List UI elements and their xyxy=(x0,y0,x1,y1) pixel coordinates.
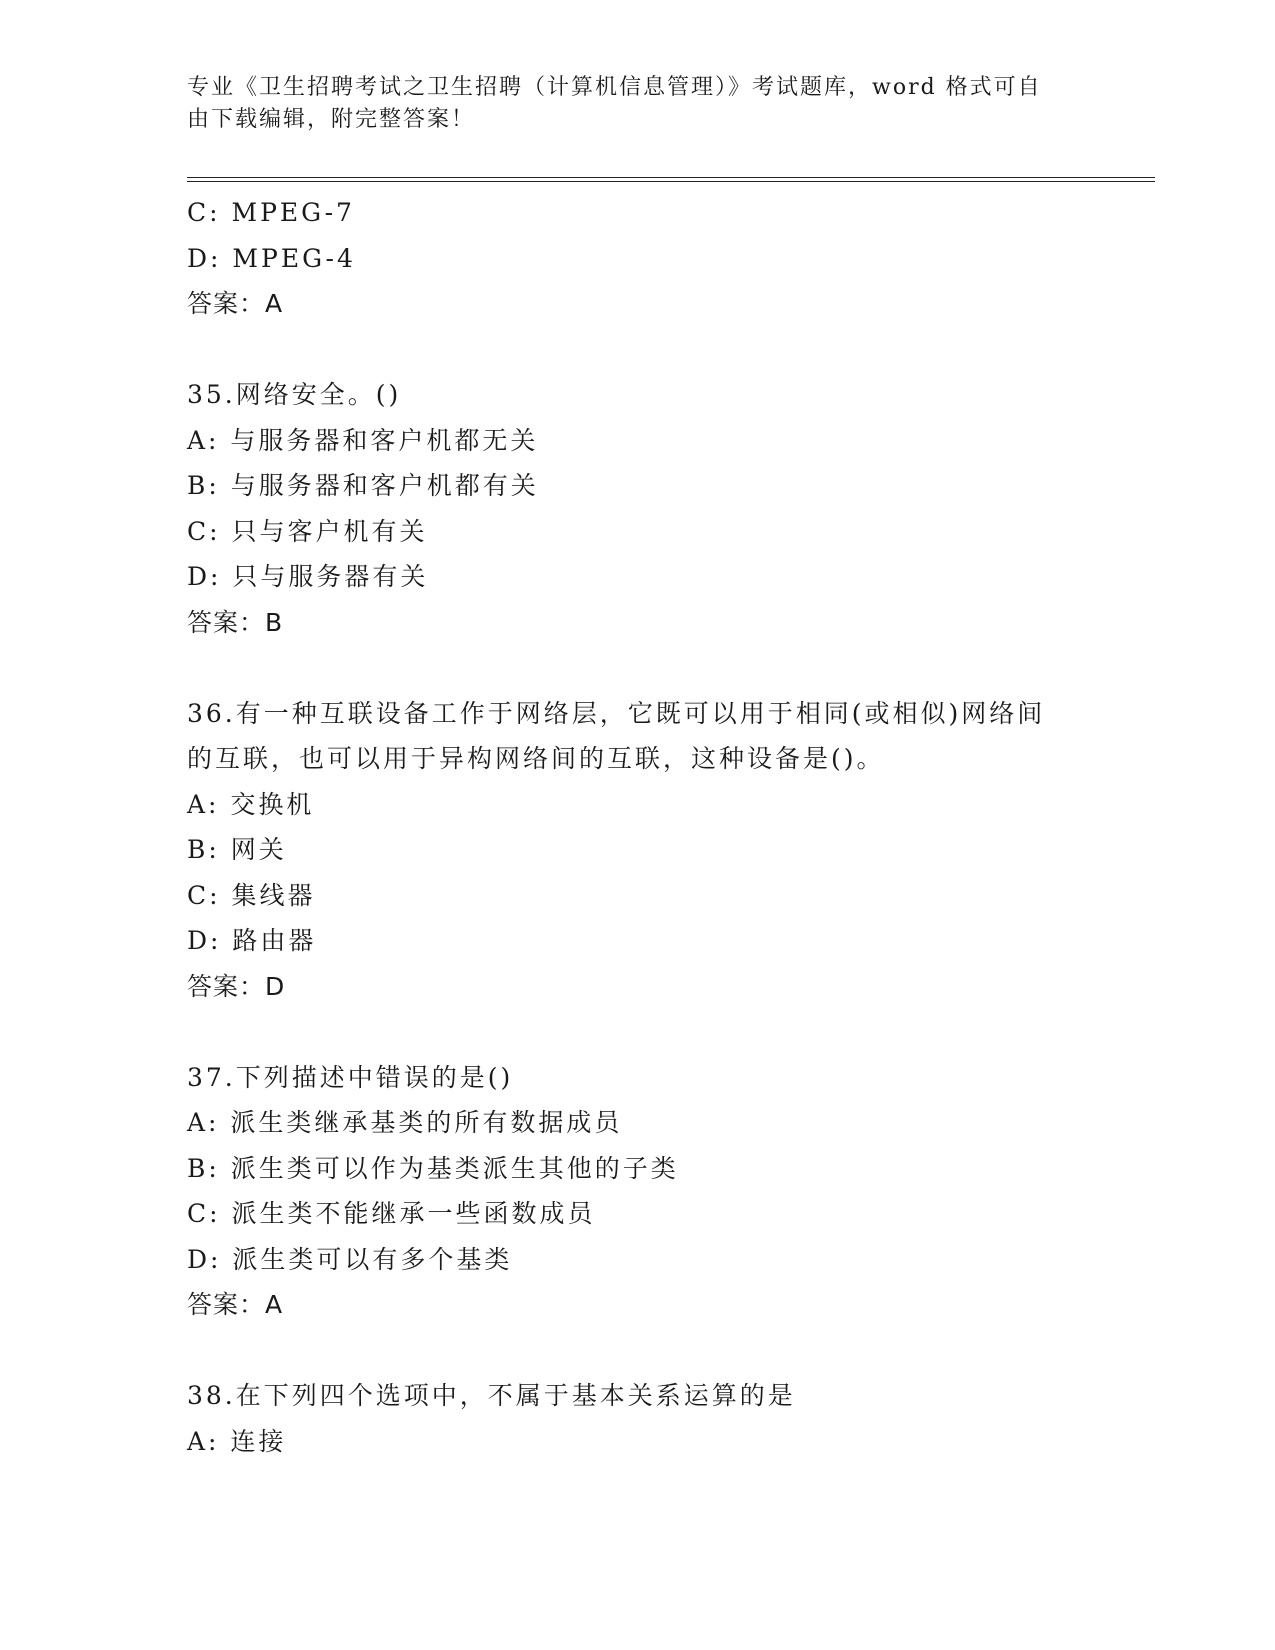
option-c: C: 只与客户机有关 xyxy=(187,516,428,546)
question-block-36 xyxy=(187,691,1087,1010)
document-header xyxy=(187,72,1067,136)
option-b: B: 与服务器和客户机都有关 xyxy=(187,471,539,500)
option-a: A: 连接 xyxy=(187,1426,287,1456)
question-list xyxy=(187,190,1087,1464)
question-block-37 xyxy=(187,1055,1087,1328)
answer-line: 答案：A xyxy=(187,1290,284,1319)
question-block-34 xyxy=(187,190,1087,327)
answer-line: 答案：D xyxy=(187,971,286,1001)
answer-line: 答案：B xyxy=(187,607,284,637)
header-divider xyxy=(187,177,1155,182)
spacer xyxy=(187,1328,1087,1374)
option-a: A: 派生类继承基类的所有数据成员 xyxy=(187,1108,623,1137)
option-c: C: 集线器 xyxy=(187,880,316,910)
option-d: D: 路由器 xyxy=(187,926,317,955)
header-line-2: 由下载编辑，附完整答案！ xyxy=(187,107,476,132)
spacer xyxy=(187,645,1087,691)
option-b: B: 网关 xyxy=(187,835,287,864)
question-stem-line-1: 36.有一种互联设备工作于网络层，它既可以用于相同(或相似)网络间 xyxy=(187,698,1046,728)
answer-line: 答案：A xyxy=(187,289,284,318)
question-block-35 xyxy=(187,372,1087,645)
spacer xyxy=(187,1009,1087,1055)
spacer xyxy=(187,327,1087,373)
option-a: A: 交换机 xyxy=(187,789,315,819)
question-stem: 37.下列描述中错误的是() xyxy=(187,1062,514,1092)
question-stem: 35.网络安全。() xyxy=(187,380,402,409)
option-a: A: 与服务器和客户机都无关 xyxy=(187,425,539,455)
question-block-38 xyxy=(187,1373,1087,1464)
question-stem-line-2: 的互联，也可以用于异构网络间的互联，这种设备是()。 xyxy=(187,744,885,773)
header-line-1: 专业《卫生招聘考试之卫生招聘（计算机信息管理）》考试题库，word 格式可自 xyxy=(187,75,1042,100)
question-stem: 38.在下列四个选项中，不属于基本关系运算的是 xyxy=(187,1381,796,1410)
option-d: D: 派生类可以有多个基类 xyxy=(187,1244,513,1274)
option-d: D: MPEG-4 xyxy=(187,243,356,273)
option-c: C: 派生类不能继承一些函数成员 xyxy=(187,1199,596,1228)
option-b: B: 派生类可以作为基类派生其他的子类 xyxy=(187,1153,679,1183)
option-c: C: MPEG-7 xyxy=(187,198,355,227)
option-d: D: 只与服务器有关 xyxy=(187,562,429,591)
